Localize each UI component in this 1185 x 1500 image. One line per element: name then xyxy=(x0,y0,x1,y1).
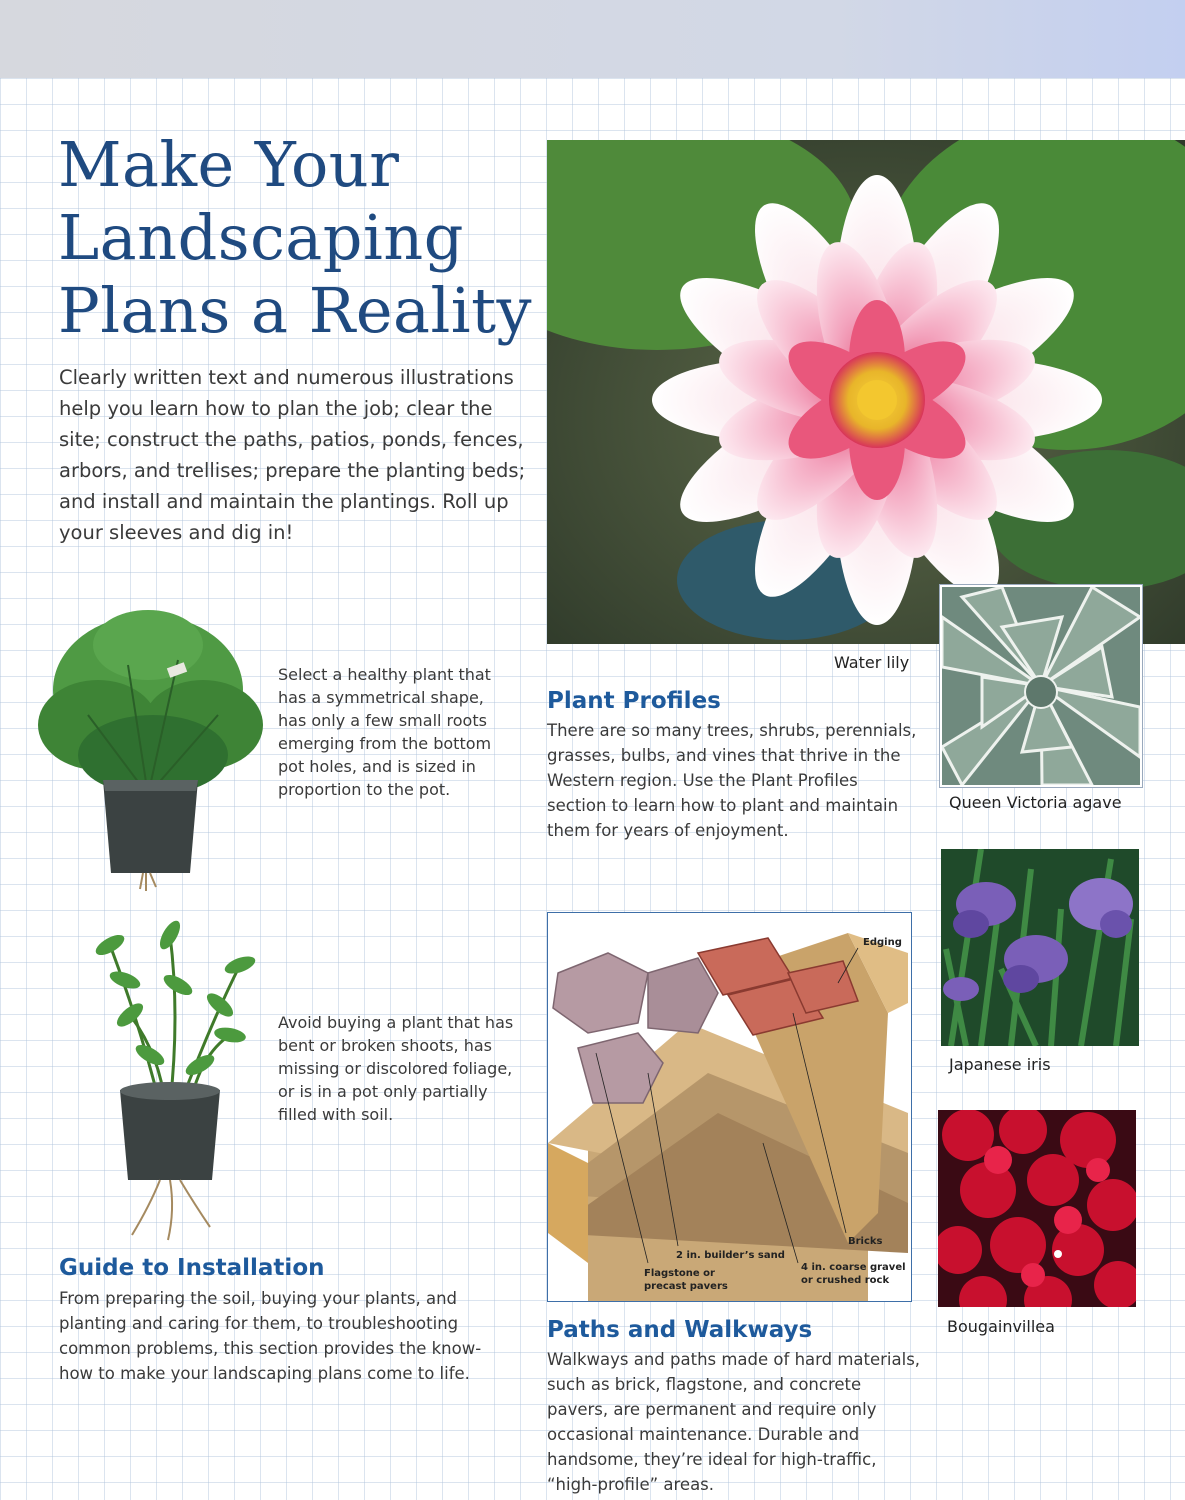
diagram-label-flagstone-1: Flagstone or xyxy=(644,1268,715,1279)
page-title: Make Your Landscaping Plans a Reality xyxy=(58,128,533,347)
water-lily-caption: Water lily xyxy=(834,653,910,672)
diagram-label-bricks: Bricks xyxy=(848,1236,883,1247)
diagram-label-gravel-1: 4 in. coarse gravel xyxy=(801,1262,906,1273)
unhealthy-plant-text: Avoid buying a plant that has bent or broken shoots, has missing or discolored foliage, or is in a pot only partially filled with soil. xyxy=(278,1013,514,1124)
iris-photo xyxy=(941,849,1139,1046)
plant-profiles-text: There are so many trees, shrubs, perennials, grasses, bulbs, and vines that thrive in the Western region. Use the Plant Profiles section to learn how to plant and maintain them for years of enjoyment. xyxy=(547,721,917,840)
plant-profiles-heading: Plant Profiles xyxy=(547,688,721,714)
installation-text: From preparing the soil, buying your plants, and planting and caring for them, to troubleshooting common problems, this section provides the know-how to make your landscaping plans come to life. xyxy=(59,1289,482,1383)
paths-heading: Paths and Walkways xyxy=(547,1317,813,1343)
agave-caption: Queen Victoria agave xyxy=(949,793,1122,812)
healthy-plant-illustration xyxy=(28,605,273,895)
iris-caption: Japanese iris xyxy=(949,1055,1051,1074)
diagram-label-edging: Edging xyxy=(863,937,902,948)
diagram-label-flagstone-2: precast pavers xyxy=(644,1281,728,1292)
path-construction-diagram xyxy=(547,912,912,1302)
water-lily-photo xyxy=(547,140,1185,644)
top-banner xyxy=(0,0,1185,78)
diagram-label-sand: 2 in. builder’s sand xyxy=(676,1250,785,1261)
unhealthy-plant-illustration xyxy=(70,905,265,1245)
agave-photo xyxy=(940,585,1142,787)
bougainvillea-caption: Bougainvillea xyxy=(947,1317,1055,1336)
diagram-label-gravel-2: or crushed rock xyxy=(801,1275,890,1286)
intro-paragraph: Clearly written text and numerous illustrations help you learn how to plan the job; clear the site; construct the paths, patios, ponds, fences, arbors, and trellises; prepare the planting beds; and install and maintain the plantings. Roll up your sleeves and dig in! xyxy=(59,366,526,544)
paths-text: Walkways and paths made of hard materials, such as brick, flagstone, and concrete pavers, are permanent and require only occasional maintenance. Durable and handsome, they’re ideal for high-traffic, “high-profile” areas. xyxy=(547,1350,921,1494)
bougainvillea-photo xyxy=(938,1110,1136,1307)
installation-heading: Guide to Installation xyxy=(59,1255,325,1281)
healthy-plant-text: Select a healthy plant that has a symmetrical shape, has only a few small roots emerging from the bottom pot holes, and is sized in proportion to the pot. xyxy=(278,665,492,799)
